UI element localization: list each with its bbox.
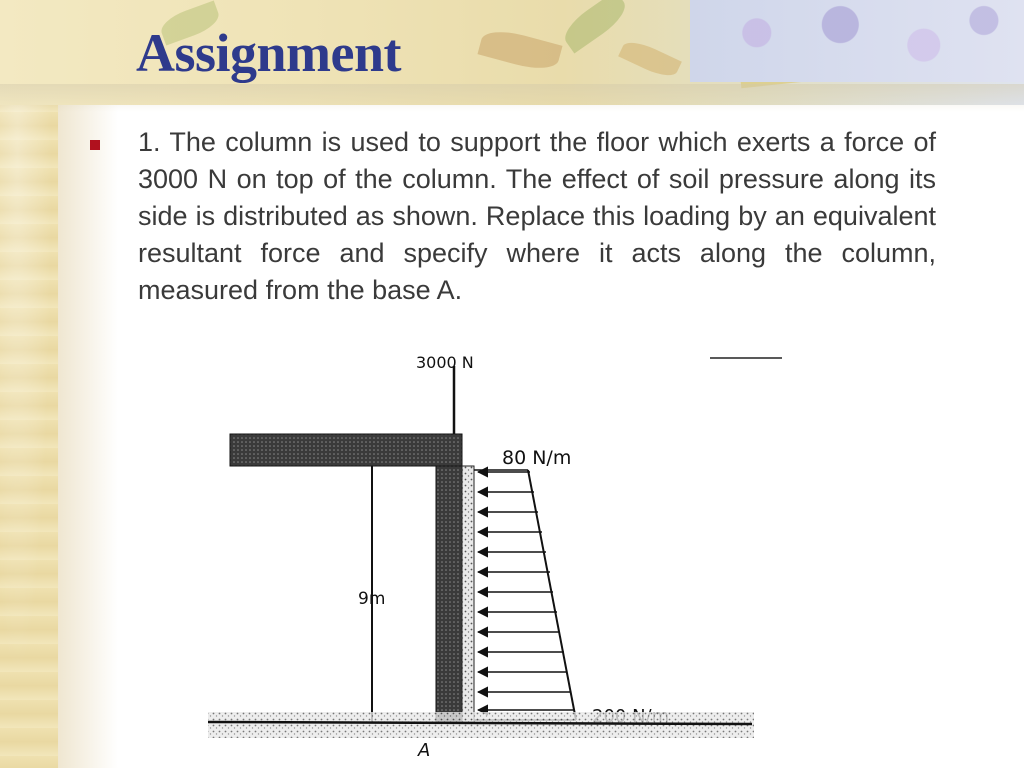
top-force-label: 3000 N — [416, 353, 474, 372]
leaf-decoration — [618, 36, 682, 81]
decorative-left-fade — [58, 0, 118, 768]
leaf-decoration — [558, 0, 631, 54]
load-arrows — [478, 472, 574, 710]
soil-layer — [462, 466, 474, 722]
ground — [208, 712, 754, 738]
floor-slab — [230, 434, 462, 466]
problem-statement: 1. The column is used to support the floor which exerts a force of 3000 N on top of the column. The effect of soil pressure along its side is distributed as shown. Replace this loading by an equivalent resultant force and specify where it acts along the column, measured from the base A. — [138, 127, 936, 305]
title-shadow — [0, 84, 1024, 112]
load-slope — [528, 470, 576, 720]
leaf-decoration — [477, 25, 562, 75]
slide-title: Assignment — [136, 23, 402, 83]
base-label: A — [418, 740, 431, 761]
height-label: 9m — [358, 589, 386, 609]
column-diagram — [200, 352, 800, 766]
top-load-label: 80 N/m — [502, 447, 572, 469]
column — [436, 466, 462, 722]
bullet-marker — [90, 140, 100, 150]
floral-decoration — [690, 0, 1024, 82]
decorative-left-strip — [0, 0, 58, 768]
